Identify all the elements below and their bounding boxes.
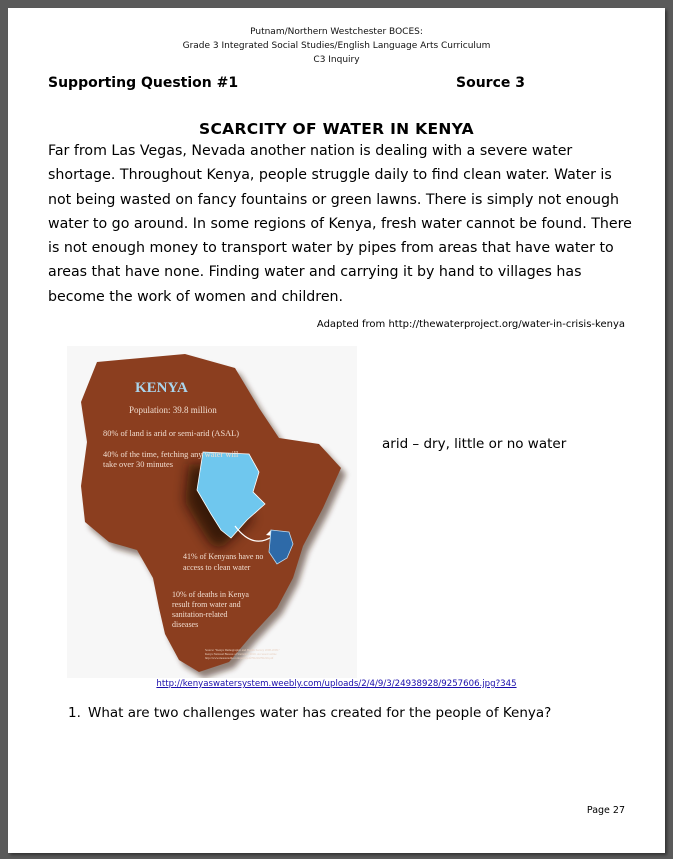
adapted-from-citation: Adapted from http://thewaterproject.org/water-in-crisis-kenya [316, 319, 625, 330]
map-source-line-2: Kenya National Bureau of Statistics. 2010. Accessed online [205, 652, 277, 656]
map-fact-2b: take over 30 minutes [103, 460, 174, 469]
kenya-africa-map [67, 346, 357, 678]
glossary-arid: arid – dry, little or no water [382, 436, 567, 452]
map-fact-2a: 40% of the time, fetching any water will [103, 450, 239, 459]
map-fact-4a: 10% of deaths in Kenya [172, 590, 249, 599]
body-paragraph: Far from Las Vegas, Nevada another nation is dealing with a severe water shortage. Throughout Kenya, people struggle daily to find clean water. Water is not being wasted on fancy fountains or green lawns. There is simply not enough water to go around. In some regions of Kenya, fresh water cannot be found. There is not enough money to transport water by pipes from areas that have water to areas that have none. Finding water and carrying it by hand to villages has become the work of women and children. [48, 143, 632, 305]
header-line-1: Putnam/Northern Westchester BOCES: [250, 27, 423, 37]
source-label: Source 3 [456, 75, 525, 91]
map-population: Population: 39.8 million [129, 405, 217, 415]
map-title: KENYA [135, 380, 188, 396]
map-source-line-3: http://www.measuredhs.com/pubs/pdf/FR229/FR229.pdf [205, 656, 274, 660]
map-fact-3a: 41% of Kenyans have no [183, 552, 264, 561]
question-text: What are two challenges water has created for the people of Kenya? [88, 705, 552, 721]
page-title: SCARCITY OF WATER IN KENYA [199, 120, 474, 138]
header-line-3: C3 Inquiry [313, 55, 360, 65]
map-fact-4c: sanitation-related [172, 610, 228, 619]
question-1 [68, 705, 551, 721]
map-fact-3b: access to clean water [183, 563, 251, 572]
map-fact-4d: diseases [172, 620, 199, 629]
document-page [8, 8, 665, 853]
page-number: Page 27 [586, 805, 625, 816]
map-source-line-1: Source: "Kenya Demographic and Health Survey 2008-2009." [205, 648, 280, 652]
question-number: 1. [68, 705, 81, 721]
map-fact-4b: result from water and [172, 600, 241, 609]
map-fact-1: 80% of land is arid or semi-arid (ASAL) [103, 429, 240, 438]
image-source-link[interactable]: http://kenyaswatersystem.weebly.com/uploads/2/4/9/3/24938928/9257606.jpg?345 [156, 679, 517, 689]
supporting-question-label: Supporting Question #1 [48, 75, 239, 91]
header-line-2: Grade 3 Integrated Social Studies/English Language Arts Curriculum [182, 41, 491, 51]
